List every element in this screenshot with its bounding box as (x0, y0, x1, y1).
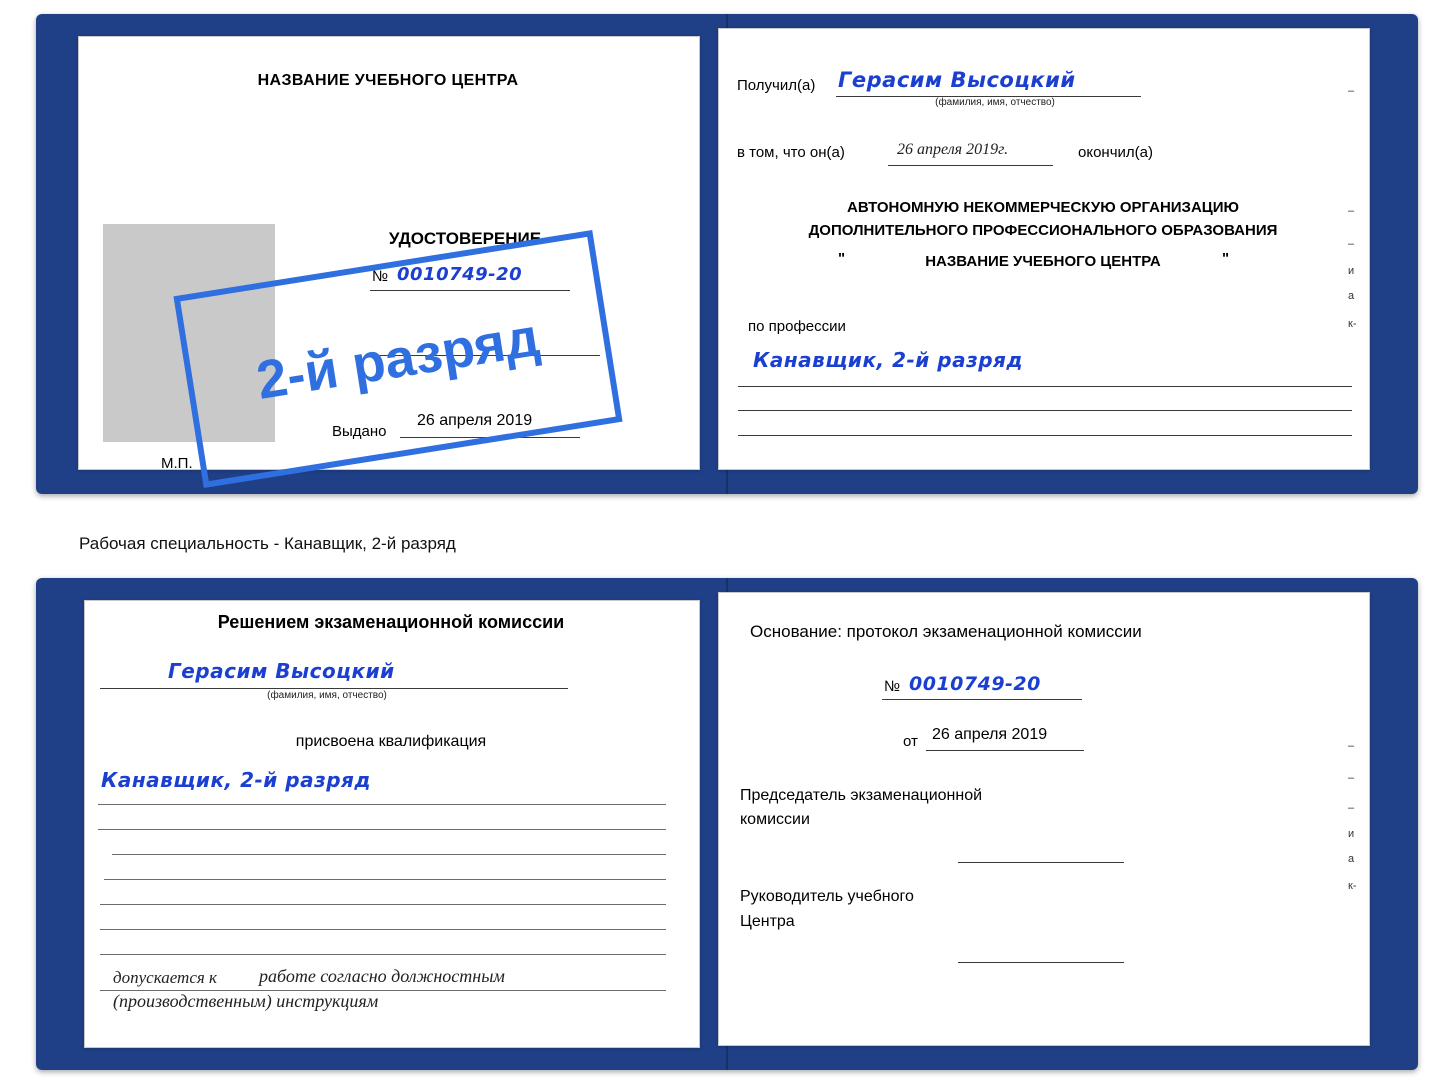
page-caption: Рабочая специальность - Канавщик, 2-й разряд (79, 534, 456, 553)
edge-mark-2: – (1348, 205, 1355, 217)
edge-mark-1: – (1348, 85, 1355, 97)
number-value-bottom: 0010749-20 (909, 673, 1041, 695)
edge-mark-8: – (1348, 772, 1355, 784)
head-signature-line (958, 962, 1124, 963)
stamp-label-top: М.П. (161, 455, 193, 472)
head-line-1: Руководитель учебного (740, 888, 914, 905)
number-label-top-left: № (372, 268, 389, 285)
blank-line-top-right-2 (738, 435, 1352, 436)
decision-name: Герасим Высоцкий (168, 659, 395, 683)
name-hint-top: (фамилия, имя, отчество) (935, 97, 1055, 108)
number-label-bottom: № (884, 678, 901, 695)
bottom-left-line-3 (112, 854, 666, 855)
chairman-line-2: комиссии (740, 811, 810, 828)
that-he-label: в том, что он(а) (737, 144, 845, 161)
org-line-3: НАЗВАНИЕ УЧЕБНОГО ЦЕНТРА (925, 253, 1161, 270)
org-quote-close: " (1222, 250, 1230, 267)
bottom-left-line-4 (104, 879, 666, 880)
finished-label: окончил(а) (1078, 144, 1153, 161)
bottom-left-line-6 (100, 929, 666, 930)
edge-mark-6: к- (1348, 318, 1357, 330)
qualification-label: присвоена квалификация (295, 733, 487, 750)
decision-name-underline (100, 688, 568, 689)
finished-underline (888, 165, 1053, 166)
edge-mark-3: – (1348, 238, 1355, 250)
issued-date-top: 26 апреля 2019 (417, 412, 533, 429)
edge-mark-10: и (1348, 828, 1355, 840)
certificate-top-right-page (718, 28, 1370, 470)
document-type-top: УДОСТОВЕРЕНИЕ (388, 229, 542, 248)
edge-mark-4: и (1348, 265, 1355, 277)
org-quote-open: " (838, 250, 846, 267)
profession-label: по профессии (748, 318, 846, 335)
name-hint-bottom: (фамилия, имя, отчество) (267, 690, 387, 701)
admitted-value-line2: (производственным) инструкциям (113, 991, 379, 1011)
number-value-top-left: 0010749-20 (397, 264, 523, 285)
org-line-2: ДОПОЛНИТЕЛЬНОГО ПРОФЕССИОНАЛЬНОГО ОБРАЗОВАНИЯ (808, 222, 1278, 239)
date-underline-bottom (926, 750, 1084, 751)
blank-line-top-right-1 (738, 410, 1352, 411)
admitted-value-line1: работе согласно должностным (259, 966, 505, 986)
basis-label: Основание: протокол экзаменационной комиссии (750, 622, 1142, 641)
bottom-left-line-7 (100, 954, 666, 955)
chairman-signature-line (958, 862, 1124, 863)
edge-mark-11: а (1348, 853, 1355, 865)
received-label: Получил(а) (737, 77, 816, 94)
received-name: Герасим Высоцкий (838, 68, 1076, 92)
bottom-left-line-5 (100, 904, 666, 905)
issued-label-top: Выдано (332, 423, 387, 440)
date-label-bottom: от (903, 733, 918, 750)
certificate-bottom-right-page (718, 592, 1370, 1046)
qualification-value: Канавщик, 2-й разряд (101, 768, 372, 792)
decision-title: Решением экзаменационной комиссии (217, 612, 565, 632)
date-value-bottom: 26 апреля 2019 (932, 726, 1048, 743)
watermark-badge: 2-й разряд (173, 230, 622, 488)
number-underline-bottom (882, 699, 1082, 700)
bottom-left-line-2 (98, 829, 666, 830)
head-line-2: Центра (740, 913, 795, 930)
org-line-1: АВТОНОМНУЮ НЕКОММЕРЧЕСКУЮ ОРГАНИЗАЦИЮ (847, 199, 1239, 216)
edge-mark-5: а (1348, 290, 1355, 302)
edge-mark-9: – (1348, 802, 1355, 814)
finished-date: 26 апреля 2019г. (897, 141, 1009, 158)
edge-mark-12: к- (1348, 880, 1357, 892)
chairman-line-1: Председатель экзаменационной (740, 787, 983, 804)
profession-underline (738, 386, 1352, 387)
admitted-label: допускается к (113, 968, 217, 987)
edge-mark-7: – (1348, 740, 1355, 752)
bottom-left-line-1 (98, 804, 666, 805)
profession-value: Канавщик, 2-й разряд (753, 348, 1024, 372)
school-title-top: НАЗВАНИЕ УЧЕБНОГО ЦЕНТРА (257, 72, 519, 89)
